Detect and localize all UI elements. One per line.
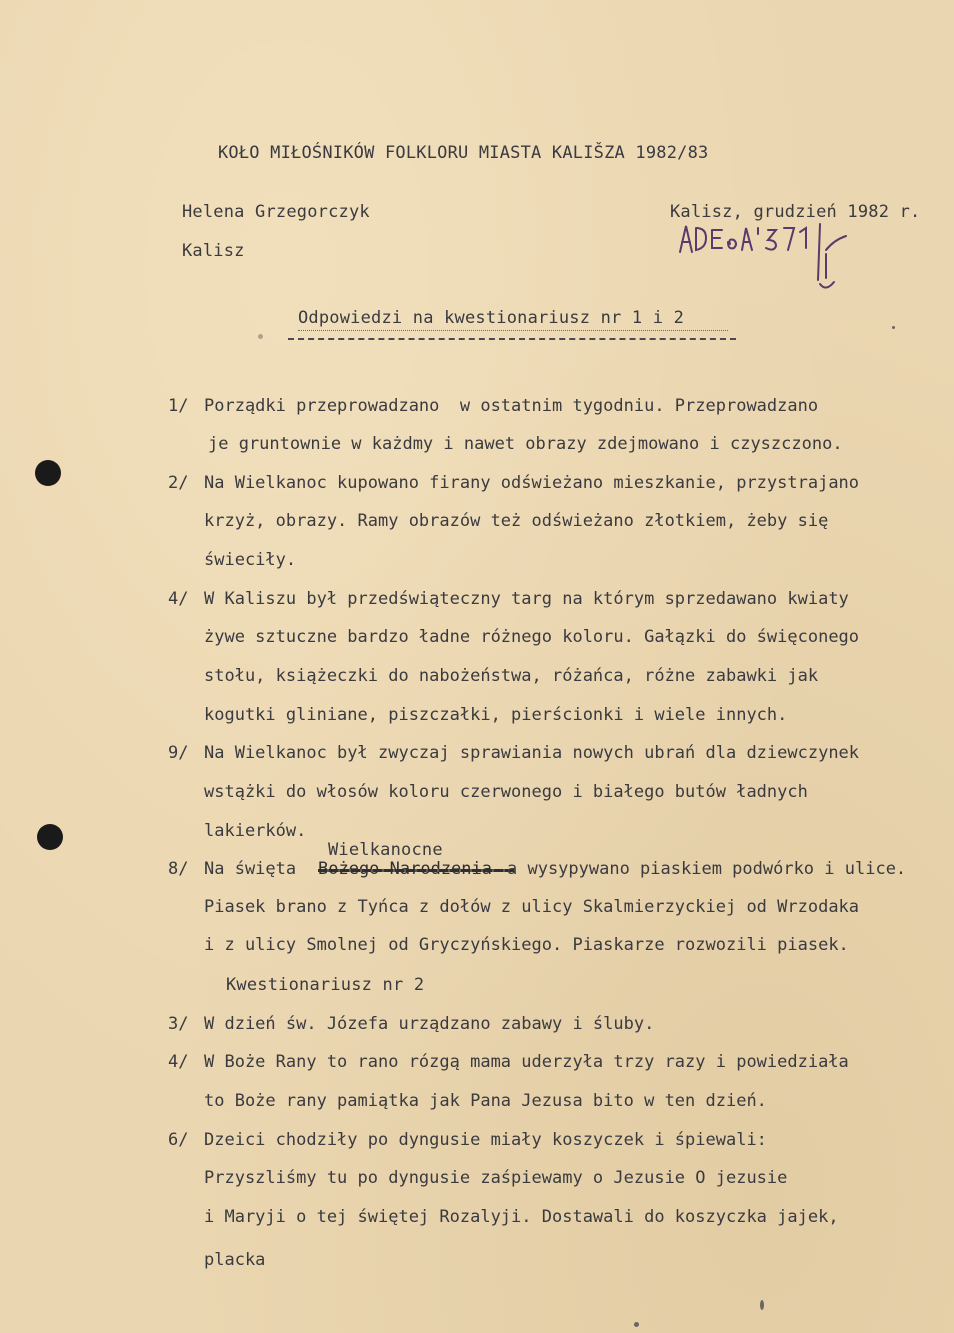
answer-line: Na Wielkanoc kupowano firany odświeżano mieszkanie, przystrajano <box>204 473 860 493</box>
answer-line: Piasek brano z Tyńca z dołów z ulicy Skalmierzyckiej od Wrzodaka <box>204 897 860 917</box>
answer-line: i Maryji o tej świętej Rozalyji. Dostawali do koszyczka jajek, <box>204 1207 839 1227</box>
answer-number: 8/ <box>168 859 189 879</box>
answer-line: W Kaliszu był przedświąteczny targ na którym sprzedawano kwiaty <box>204 589 849 609</box>
answer-number: 9/ <box>168 743 189 763</box>
answer-line: to Boże rany pamiątka jak Pana Jezusa bito w ten dzień. <box>204 1091 767 1111</box>
answer-number: 2/ <box>168 473 189 493</box>
answer-line: i z ulicy Smolnej od Gryczyńskiego. Piaskarze rozwozili piasek. <box>204 935 849 955</box>
paper-speck <box>634 1322 639 1327</box>
answer-line: W dzień św. Józefa urządzano zabawy i śluby. <box>204 1014 655 1034</box>
answer-line: kogutki gliniane, piszczałki, pierścionki i wiele innych. <box>204 705 788 725</box>
section-title: Kwestionariusz nr 2 <box>226 975 425 995</box>
answer-line: świeciły. <box>204 550 297 570</box>
answer-line: placka <box>204 1250 266 1270</box>
header-title: KOŁO MIŁOŚNIKÓW FOLKLORU MIASTA KALIŠZA 1982/83 <box>218 143 709 163</box>
answer-number: 1/ <box>168 396 189 416</box>
answer-line-end: a wysypywano piaskiem podwórko i ulice. <box>507 859 907 879</box>
answer-line: W Boże Rany to rano rózgą mama uderzyła trzy razy i powiedziała <box>204 1052 849 1072</box>
answer-line: je gruntownie w każdmy i nawet obrazy zdejmowano i czyszczono. <box>208 434 843 454</box>
answer-line: lakierków. <box>204 821 307 841</box>
answer-line: Dzeici chodziły po dyngusie miały koszyczek i śpiewali: <box>204 1130 767 1150</box>
answer-line: wstążki do włosów koloru czerwonego i białego butów ładnych <box>204 782 808 802</box>
answer-line: Na Wielkanoc był zwyczaj sprawiania nowych ubrań dla dziewczynek <box>204 743 860 763</box>
answer-line-start: Na święta <box>204 859 307 879</box>
answer-line: krzyż, obrazy. Ramy obrazów też odświeżano złotkiem, żeby się <box>204 511 829 531</box>
author-name: Helena Grzegorczyk <box>182 202 370 222</box>
answer-number: 3/ <box>168 1014 189 1034</box>
answer-line: Porządki przeprowadzano w ostatnim tygodniu. Przeprowadzano <box>204 396 819 416</box>
title-dashed-rule <box>288 338 736 340</box>
answer-line: stołu, książeczki do nabożeństwa, różańca, różne zabawki jak <box>204 666 819 686</box>
document-title: Odpowiedzi na kwestionariusz nr 1 i 2 <box>298 308 685 328</box>
answer-line: żywe sztuczne bardzo ładne różnego koloru. Gałązki do święconego <box>204 627 860 647</box>
title-dotted-underline <box>298 330 728 331</box>
punch-hole-top <box>35 460 61 486</box>
paper-speck <box>258 334 263 339</box>
handwritten-archive-mark <box>676 220 856 300</box>
strike-overtype <box>318 869 514 872</box>
answer-number: 4/ <box>168 589 189 609</box>
answer-line: Przyszliśmy tu po dyngusie zaśpiewamy o Jezusie O jezusie <box>204 1168 788 1188</box>
inserted-word: Wielkanocne <box>328 840 443 860</box>
paper-speck <box>892 326 895 329</box>
place-date: Kalisz, grudzień 1982 r. <box>670 202 921 222</box>
punch-hole-bottom <box>37 824 63 850</box>
answer-number: 6/ <box>168 1130 189 1150</box>
answer-number: 4/ <box>168 1052 189 1072</box>
paper-speck <box>760 1300 764 1310</box>
author-city: Kalisz <box>182 241 245 261</box>
